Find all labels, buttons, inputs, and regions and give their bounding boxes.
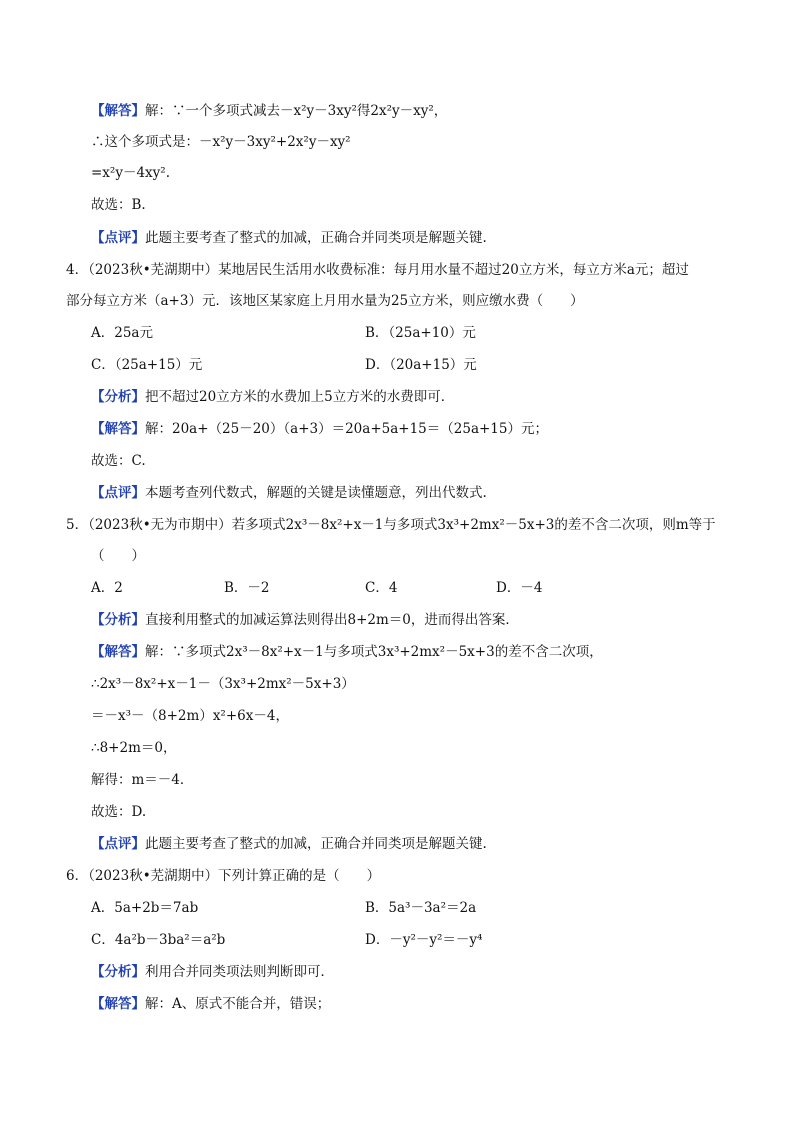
option-a: A．2 [91, 580, 123, 596]
answer-line [91, 419, 548, 439]
answer-tag: 【解答】 [91, 103, 145, 119]
solution-step: =x²y－4xy². [91, 165, 170, 181]
solution-step: ∴8+2m＝0， [91, 740, 177, 756]
choice-line: 故选：B. [91, 197, 146, 213]
option-b: B．5a³－3a²＝2a [365, 900, 477, 916]
comment-tag: 【点评】 [91, 230, 145, 246]
answer-tag: 【解答】 [91, 421, 145, 437]
option-a: A．5a+2b＝7ab [91, 900, 199, 916]
analysis-line [91, 387, 454, 407]
analysis-text: 利用合并同类项法则判断即可． [145, 964, 334, 980]
solution-step: ∴2x³－8x²+x－1－（3x³+2mx²－5x+3） [91, 676, 355, 692]
comment-tag: 【点评】 [91, 485, 145, 501]
question-stem: （ ） [91, 548, 145, 564]
comment-line [91, 228, 487, 248]
comment-text: 此题主要考查了整式的加减，正确合并同类项是解题关键. [145, 230, 487, 246]
option-d: D．－y²－y²＝－y⁴ [365, 932, 483, 948]
option-c: C．4a²b－3ba²＝a²b [91, 932, 226, 948]
choice-line: 故选：C. [91, 453, 146, 469]
question-stem: 4．（2023秋•芜湖期中）某地居民生活用水收费标准：每月用水量不超过20立方米，每立方米a元；超过 [66, 262, 689, 278]
option-c: C．（25a+15）元 [91, 357, 203, 373]
comment-line [91, 483, 487, 503]
answer-line [91, 994, 330, 1014]
comment-text: 本题考查列代数式，解题的关键是读懂题意，列出代数式. [145, 485, 487, 501]
answer-text: 解：∵一个多项式减去－x²y－3xy²得2x²y－xy²， [145, 103, 448, 119]
comment-tag: 【点评】 [91, 836, 145, 852]
option-c: C．4 [365, 580, 398, 596]
analysis-line [91, 962, 334, 982]
answer-text: 解：20a+（25－20）（a+3）＝20a+5a+15＝（25a+15）元； [145, 421, 548, 437]
analysis-tag: 【分析】 [91, 389, 145, 405]
answer-line [91, 642, 603, 662]
answer-line [91, 101, 447, 121]
analysis-tag: 【分析】 [91, 964, 145, 980]
answer-tag: 【解答】 [91, 996, 145, 1012]
option-d: D．－4 [496, 580, 543, 596]
solution-step: ＝－x³－（8+2m）x²+6x－4， [91, 708, 289, 724]
analysis-text: 把不超过20立方米的水费加上5立方米的水费即可． [145, 389, 455, 405]
choice-line: 故选：D. [91, 804, 147, 820]
solution-step: ∴这个多项式是：－x²y－3xy²+2x²y－xy² [91, 134, 351, 150]
solution-step: 解得：m＝－4． [91, 772, 194, 788]
option-b: B．（25a+10）元 [365, 325, 476, 341]
option-a: A．25a元 [91, 325, 153, 341]
answer-tag: 【解答】 [91, 644, 145, 660]
comment-line [91, 834, 487, 854]
analysis-line [91, 610, 519, 630]
answer-text: 解：A、原式不能合并，错误； [145, 996, 331, 1012]
option-d: D．（20a+15）元 [365, 357, 477, 373]
option-b: B．－2 [224, 580, 270, 596]
comment-text: 此题主要考查了整式的加减，正确合并同类项是解题关键. [145, 836, 487, 852]
question-stem: 5．（2023秋•无为市期中）若多项式2x³－8x²+x－1与多项式3x³+2mx²－5x+3的差不含二次项，则m等于 [66, 517, 716, 533]
analysis-tag: 【分析】 [91, 612, 145, 628]
question-stem: 6．（2023秋•芜湖期中）下列计算正确的是（ ） [66, 868, 381, 884]
analysis-text: 直接利用整式的加减运算法则得出8+2m＝0，进而得出答案． [145, 612, 519, 628]
answer-text: 解：∵多项式2x³－8x²+x－1与多项式3x³+2mx²－5x+3的差不含二次项， [145, 644, 603, 660]
question-stem: 部分每立方米（a+3）元．该地区某家庭上月用水量为25立方米，则应缴水费（ ） [66, 293, 584, 309]
